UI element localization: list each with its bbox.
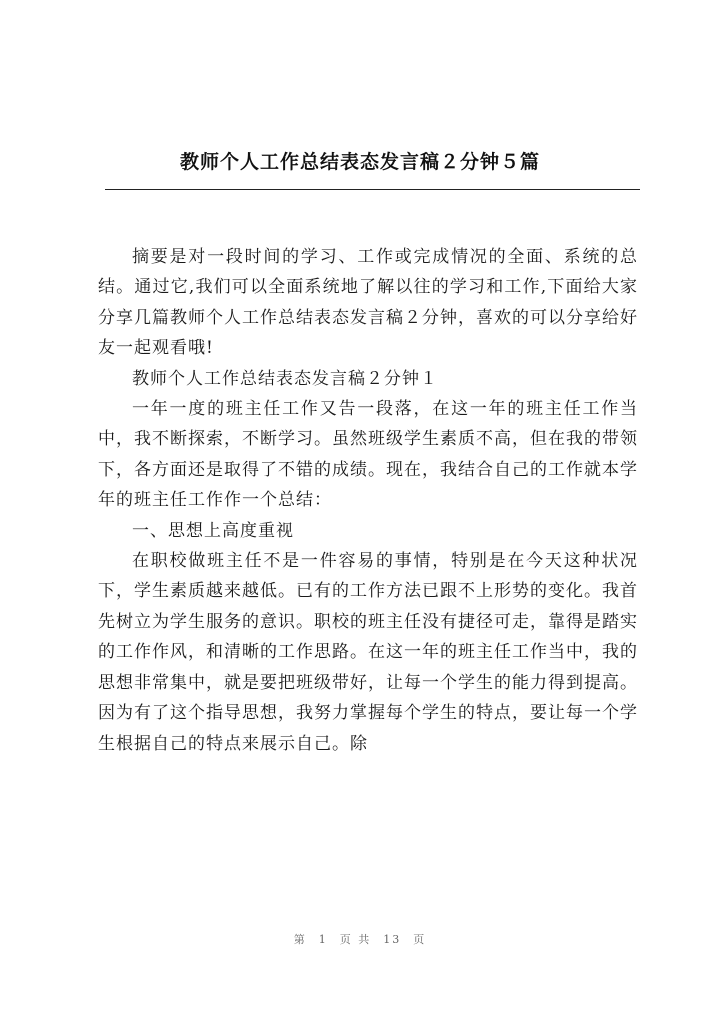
page-footer (0, 931, 720, 947)
document-title: 教师个人工作总结表态发言稿２分钟５篇 (179, 151, 540, 173)
footer-suffix: 页 (413, 933, 427, 946)
section-heading-speech-1: 教师个人工作总结表态发言稿２分钟１ (132, 368, 438, 389)
footer-current-page: 1 (318, 933, 328, 946)
footer-total-pages: 13 (383, 933, 402, 946)
document-body (98, 242, 638, 759)
footer-middle: 页 共 (339, 933, 372, 946)
abstract-paragraph: 摘要是对一段时间的学习、工作或完成情况的全面、系统的总结。通过它,我们可以全面系统地了解以往的学习和工作,下面给大家分享几篇教师个人工作总结表态发言稿２分钟，喜欢的可以分享给好友一起观看哦! (98, 247, 638, 359)
body-paragraph: 一年一度的班主任工作又告一段落，在这一年的班主任工作当中，我不断探索，不断学习。虽然班级学生素质不高，但在我的带领下，各方面还是取得了不错的成绩。现在，我结合自己的工作就本学年的班主任工作作一个总结： (98, 399, 638, 511)
title-underline (105, 189, 640, 190)
subheading-thought: 一、思想上高度重视 (132, 520, 294, 541)
body-paragraph: 在职校做班主任不是一件容易的事情，特别是在今天这种状况下，学生素质越来越低。已有的工作方法已跟不上形势的变化。我首先树立为学生服务的意识。职校的班主任没有捷径可走，靠得是踏实的工作作风，和清晰的工作思路。在这一年的班主任工作当中，我的思想非常集中，就是要把班级带好，让每一个学生的能力得到提高。因为有了这个指导思想，我努力掌握每个学生的特点，要让每一个学生根据自己的特点来展示自己。除 (98, 551, 638, 754)
footer-prefix: 第 (293, 933, 307, 946)
